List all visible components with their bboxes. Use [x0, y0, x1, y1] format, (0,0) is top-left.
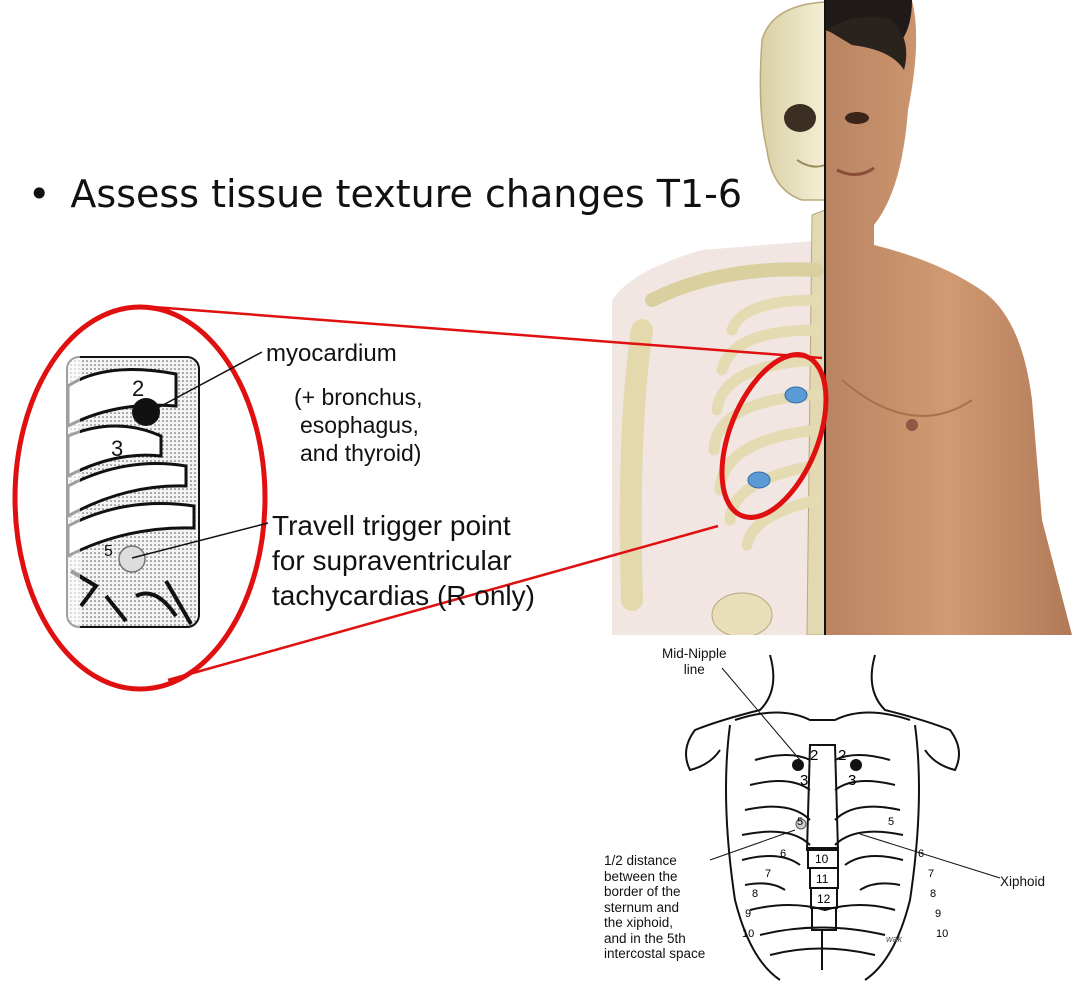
xiphoid-label: Xiphoid — [1000, 874, 1046, 889]
vertebra-10: 10 — [815, 852, 829, 866]
chest-rib-left-3: 3 — [800, 772, 809, 789]
chest-rib-left-2: 2 — [810, 747, 819, 764]
chest-rib-left-9: 9 — [745, 908, 752, 920]
chest-rib-left-5: 5 — [797, 816, 804, 828]
chest-rib-left-8: 8 — [752, 888, 759, 900]
inset-rib-number-3: 3 — [111, 436, 124, 461]
chest-rib-right-7: 7 — [928, 868, 935, 880]
myocardium-label: myocardium — [266, 340, 397, 367]
travell-line-2: for supraventricular — [272, 545, 512, 576]
half-distance-label — [604, 853, 705, 962]
artist-signature: wak — [886, 934, 903, 944]
travell-line-1: Travell trigger point — [272, 510, 511, 541]
chest-rib-right-5: 5 — [888, 816, 895, 828]
half-distance-line-5: the xiphoid, — [604, 915, 674, 930]
chest-rib-left-10: 10 — [742, 928, 755, 940]
bullet-text: Assess tissue texture changes T1-6 — [70, 172, 742, 216]
half-distance-line-7: intercostal space — [604, 946, 706, 961]
half-distance-line-4: sternum and — [604, 899, 680, 915]
half-distance-line-2: between the — [604, 868, 678, 884]
vertebra-12: 12 — [817, 892, 831, 906]
chest-rib-right-9: 9 — [935, 908, 942, 920]
chest-rib-left-6: 6 — [780, 848, 787, 860]
inset-rib-number-5: 5 — [104, 543, 113, 560]
bullet-glyph: • — [28, 172, 51, 216]
also-affected-organs-label — [294, 383, 423, 467]
travell-trigger-label — [272, 508, 535, 613]
chest-rib-right-3: 3 — [848, 772, 857, 789]
organs-line-3: and thyroid) — [300, 440, 422, 466]
organs-line-2: esophagus, — [300, 412, 419, 438]
travell-line-3: tachycardias (R only) — [272, 580, 535, 611]
organs-line-1: (+ bronchus, — [294, 384, 423, 410]
mid-nipple-line-1: Mid-Nipple — [662, 646, 727, 661]
chest-rib-right-2: 2 — [838, 747, 847, 764]
chest-rib-right-8: 8 — [930, 888, 937, 900]
vertebra-11: 11 — [816, 872, 829, 886]
chest-rib-right-10: 10 — [936, 928, 949, 940]
half-distance-line-6: and in the 5th — [604, 930, 686, 946]
mid-nipple-line-2: line — [683, 662, 705, 677]
half-distance-line-1: 1/2 distance — [604, 853, 677, 868]
mid-nipple-label — [662, 646, 727, 678]
inset-rib-number-2: 2 — [132, 376, 145, 401]
half-distance-line-3: border of the — [604, 884, 681, 899]
chest-rib-right-6: 6 — [918, 848, 925, 860]
chest-rib-left-7: 7 — [765, 868, 772, 880]
chest-line-diagram — [660, 650, 1083, 990]
